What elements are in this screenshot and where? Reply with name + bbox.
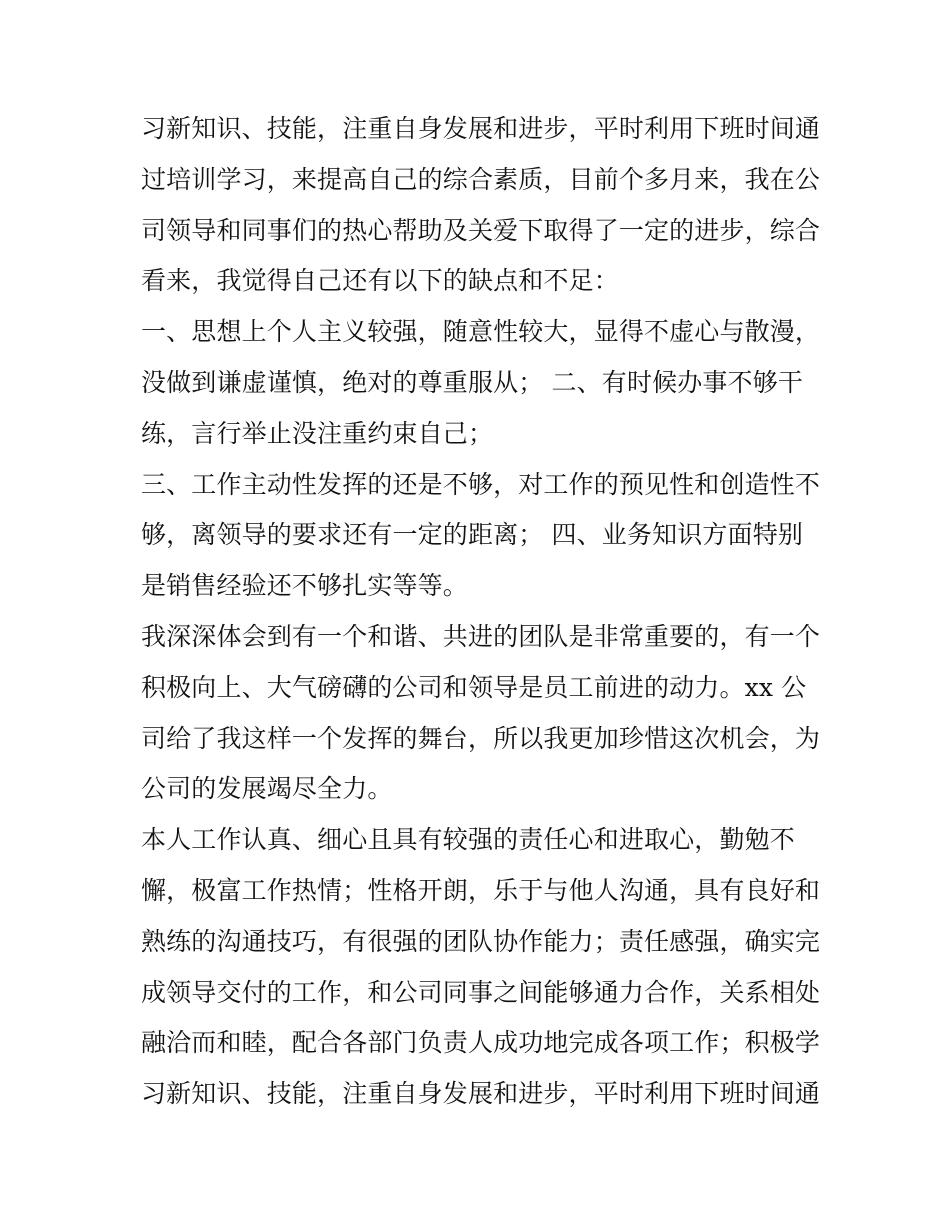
text-line: 习新知识、技能，注重自身发展和进步，平时利用下班时间通	[141, 114, 821, 143]
text-line: 三、工作主动性发挥的还是不够，对工作的预见性和创造性不	[141, 469, 821, 499]
text-line: 司领导和同事们的热心帮助及关爱下取得了一定的进步，综合	[141, 215, 821, 245]
text-line: 懈，极富工作热情；性格开朗，乐于与他人沟通，具有良好和	[141, 875, 821, 905]
text-line: 公司的发展竭尽全力。	[141, 774, 393, 804]
text-line: 融洽而和睦，配合各部门负责人成功地完成各项工作；积极学	[141, 1028, 821, 1058]
text-line: 习新知识、技能，注重自身发展和进步，平时利用下班时间通	[141, 1079, 821, 1109]
text-line: 够，离领导的要求还有一定的距离； 四、业务知识方面特别	[141, 520, 803, 550]
text-line: 没做到谦虚谨慎，绝对的尊重服从； 二、有时候办事不够干	[141, 367, 803, 397]
text-line: 练，言行举止没注重约束自己；	[141, 418, 494, 448]
document-body	[141, 104, 821, 1120]
text-line: 我深深体会到有一个和谐、共进的团队是非常重要的，有一个	[141, 621, 821, 651]
text-line: 成领导交付的工作，和公司同事之间能够通力合作，关系相处	[141, 977, 821, 1007]
text-line: 过培训学习，来提高自己的综合素质，目前个多月来，我在公	[141, 164, 821, 194]
text-line: 熟练的沟通技巧，有很强的团队协作能力；责任感强，确实完	[141, 926, 821, 956]
text-line: 本人工作认真、细心且具有较强的责任心和进取心，勤勉不	[141, 825, 795, 855]
text-line: 一、思想上个人主义较强，随意性较大，显得不虚心与散漫，	[141, 317, 821, 347]
text-line: 是销售经验还不够扎实等等。	[141, 571, 468, 601]
text-line: 积极向上、大气磅礴的公司和领导是员工前进的动力。xx 公	[141, 672, 807, 702]
text-line: 司给了我这样一个发挥的舞台，所以我更加珍惜这次机会，为	[141, 723, 821, 753]
text-line: 看来，我觉得自己还有以下的缺点和不足：	[141, 266, 619, 296]
